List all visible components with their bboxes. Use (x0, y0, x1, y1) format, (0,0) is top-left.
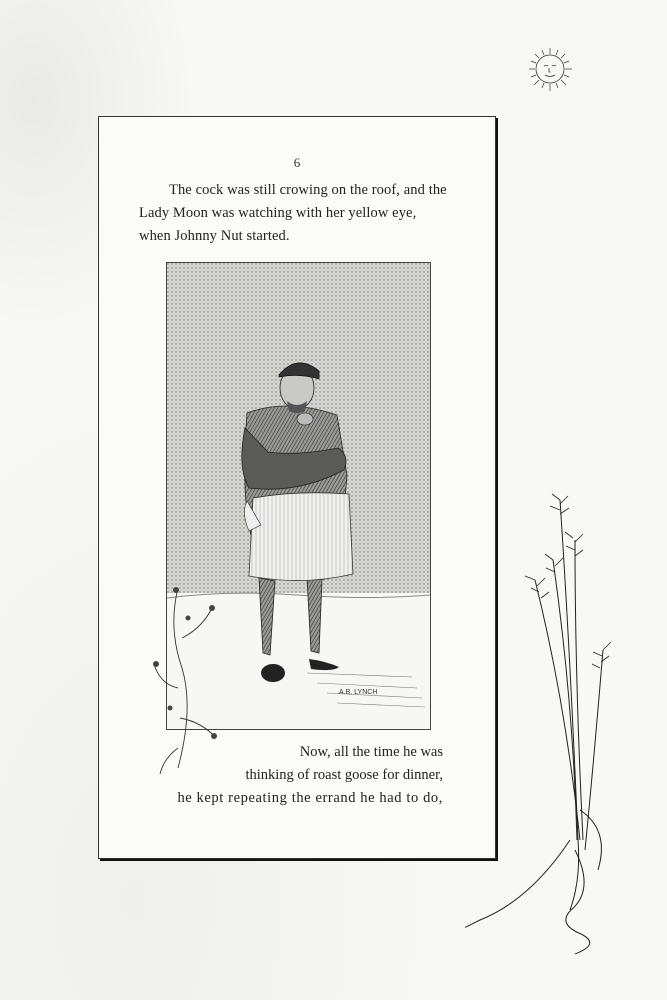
paragraph-top-line-2: Lady Moon was watching with her yellow eye, (139, 205, 417, 221)
paragraph-top (139, 179, 469, 248)
sun-face-icon (520, 42, 580, 98)
wheat-grass-icon (465, 480, 645, 960)
page-number: 6 (293, 155, 301, 170)
flowering-vine-icon (148, 578, 228, 778)
paragraph-top-line-1: The cock was still crowing on the roof, and the (169, 182, 447, 198)
illustration-signature: A.B. LYNCH (339, 689, 378, 696)
paragraph-bottom-line-2: thinking of roast goose for dinner, (245, 767, 443, 783)
paragraph-bottom-line-1: Now, all the time he was (299, 744, 443, 760)
paragraph-top-line-3: when Johnny Nut started. (139, 228, 290, 244)
paragraph-bottom-line-3: he kept repeating the errand he had to do, (177, 790, 443, 806)
